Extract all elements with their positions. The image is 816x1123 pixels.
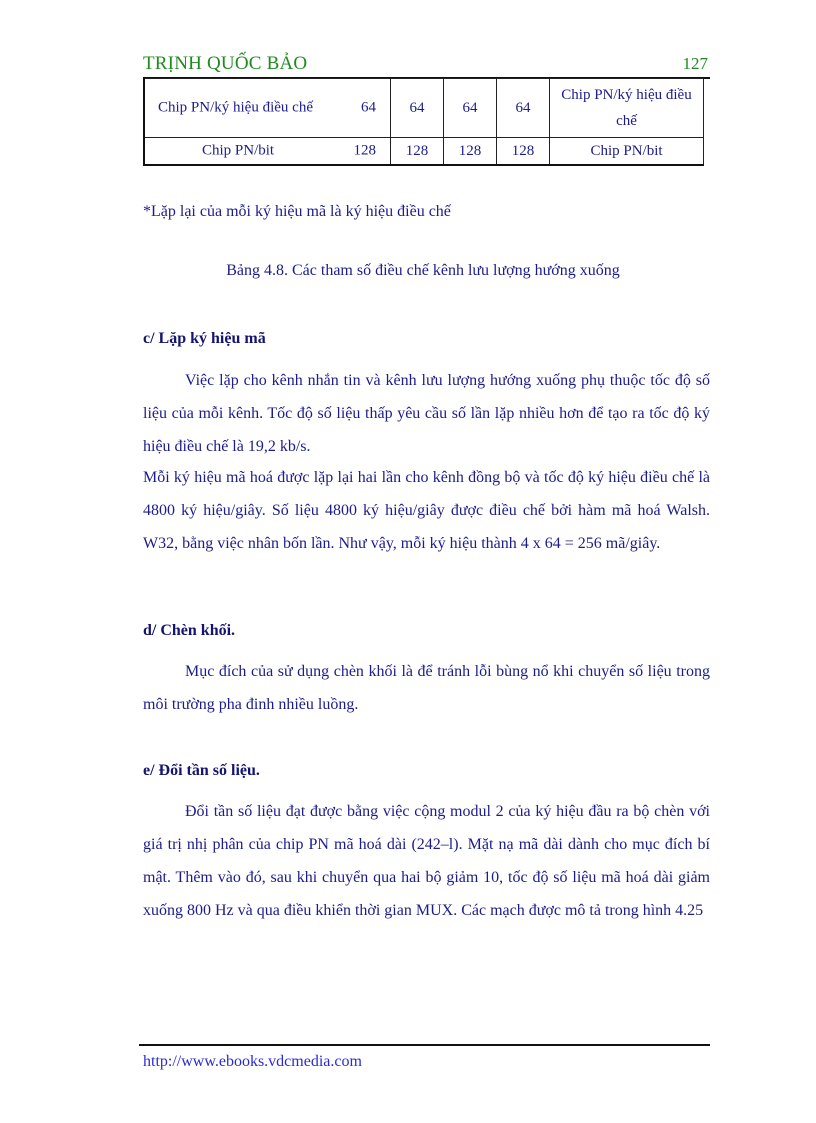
- table-cell: Chip PN/bit: [550, 138, 704, 166]
- paragraph: Mục đích của sử dụng chèn khối là để tránh lỗi bùng nổ khi chuyển số liệu trong môi trường pha đinh nhiều luồng.: [143, 663, 710, 713]
- table-footnote: *Lặp lại của mỗi ký hiệu mã là ký hiệu điều chế: [143, 203, 451, 220]
- page-number: 127: [682, 54, 708, 73]
- table-cell-label: [144, 79, 391, 138]
- section-heading-d: d/ Chèn khối.: [143, 622, 236, 639]
- table-cell: Chip PN/ký hiệu điều chế: [550, 79, 704, 138]
- table-cell: 128: [391, 138, 444, 166]
- table-cell: 128: [444, 138, 497, 166]
- page-header: [143, 53, 710, 79]
- table-row: [144, 79, 704, 138]
- table-cell: 64: [444, 79, 497, 138]
- row-label: Chip PN/ký hiệu điều chế: [158, 99, 313, 116]
- table-cell: 64: [497, 79, 550, 138]
- paragraph: Đổi tần số liệu đạt được bằng việc cộng modul 2 của ký hiệu đầu ra bộ chèn với giá trị nhị phân của chip PN mã hoá dài (242–l). Mặt nạ mã dài dành cho mục đích bí mật. Thêm vào đó, sau khi chuyển qua hai bộ giảm 10, tốc độ số liệu mã hoá dài giảm xuống 800 Hz và qua điều khiển thời gian MUX. Các mạch được mô tả trong hình 4.25: [143, 803, 710, 919]
- table-cell: 64: [391, 79, 444, 138]
- row-value: 128: [353, 142, 376, 159]
- section-heading-c: c/ Lặp ký hiệu mã: [143, 330, 266, 347]
- table-caption: Bảng 4.8. Các tham số điều chế kênh lưu lượng hướng xuống: [226, 262, 620, 279]
- parameters-table: [143, 78, 704, 166]
- row-label: Chip PN/bit: [202, 142, 275, 159]
- footer-divider: [139, 1044, 710, 1046]
- table-cell-label: [144, 138, 391, 166]
- paragraph: Mỗi ký hiệu mã hoá được lặp lại hai lần cho kênh đồng bộ và tốc độ ký hiệu điều chế là 4800 ký hiệu/giây. Số liệu 4800 ký hiệu/giây được điều chế bởi hàm mã hoá Walsh. W32, bằng việc nhân bốn lần. Như vậy, mỗi ký hiệu thành 4 x 64 = 256 mã/giây.: [143, 469, 710, 552]
- row-value: 64: [361, 99, 376, 116]
- paragraph: Việc lặp cho kênh nhắn tin và kênh lưu lượng hướng xuống phụ thuộc tốc độ số liệu của mỗi kênh. Tốc độ số liệu thấp yêu cầu số lần lặp nhiều hơn để tạo ra tốc độ ký hiệu điều chế là 19,2 kb/s.: [143, 372, 710, 455]
- footer-link[interactable]: http://www.ebooks.vdcmedia.com: [143, 1053, 362, 1070]
- section-heading-e: e/ Đổi tần số liệu.: [143, 762, 260, 779]
- table-cell: 128: [497, 138, 550, 166]
- table-row: [144, 138, 704, 166]
- header-title: TRỊNH QUỐC BẢO: [143, 53, 308, 74]
